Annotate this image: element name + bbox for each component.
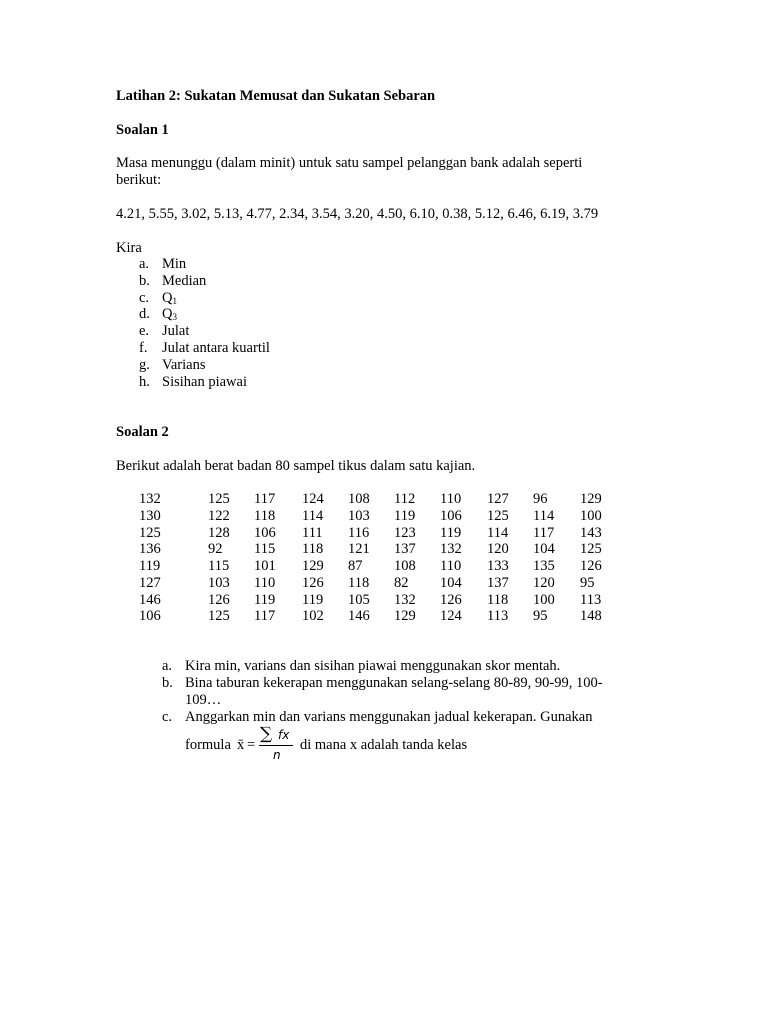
formula-prefix: formula (185, 737, 231, 753)
table-cell: 126 (302, 574, 324, 591)
table-cell: 126 (440, 591, 462, 608)
table-cell: 122 (208, 507, 230, 524)
table-cell: 120 (533, 574, 555, 591)
table-cell: 146 (348, 608, 370, 625)
table-cell: 119 (139, 558, 161, 574)
table-cell: 117 (254, 608, 276, 625)
table-cell: 82 (394, 574, 409, 591)
table-cell: 114 (487, 524, 509, 541)
table-cell: 124 (440, 608, 462, 625)
table-cell: 92 (208, 541, 223, 558)
table-cell: 111 (302, 524, 323, 541)
table-cell: 125 (139, 524, 161, 541)
table-cell: 125 (208, 608, 230, 625)
table-cell: 113 (580, 591, 602, 608)
table-cell: 123 (394, 524, 416, 541)
table-cell: 106 (139, 608, 161, 625)
table-cell: 116 (348, 524, 370, 541)
table-cell: 126 (208, 591, 230, 608)
table-cell: 115 (254, 541, 276, 558)
table-cell: 119 (302, 591, 324, 608)
table-cell: 117 (533, 524, 555, 541)
soalan-1-intro-line-1: Masa menunggu (dalam minit) untuk satu sampel pelanggan bank adalah seperti (116, 155, 583, 171)
table-cell: 129 (302, 558, 324, 574)
table-cell: 125 (580, 541, 602, 558)
table-cell: 124 (302, 491, 324, 507)
table-cell: 119 (440, 524, 462, 541)
mean-formula (237, 724, 297, 767)
soalan-1-kira: Kira (116, 240, 142, 256)
table-cell: 120 (487, 541, 509, 558)
table-cell: 132 (139, 491, 161, 507)
table-cell: 115 (208, 558, 230, 574)
table-cell: 101 (254, 558, 276, 574)
table-cell: 114 (302, 507, 324, 524)
table-cell: 113 (487, 608, 509, 625)
table-cell: 103 (208, 574, 230, 591)
table-cell: 132 (394, 591, 416, 608)
table-cell: 125 (487, 507, 509, 524)
table-cell: 133 (487, 558, 509, 574)
table-cell: 129 (394, 608, 416, 625)
formula-numerator: fx (278, 728, 290, 742)
document-title: Latihan 2: Sukatan Memusat dan Sukatan Sebaran (116, 88, 436, 104)
table-cell: 130 (139, 507, 161, 524)
table-cell: 127 (487, 491, 509, 507)
formula-suffix: di mana x adalah tanda kelas (300, 737, 468, 753)
table-cell: 100 (580, 507, 602, 524)
table-cell: 114 (533, 507, 555, 524)
table-cell: 143 (580, 524, 602, 541)
table-cell: 135 (533, 558, 555, 574)
soalan-2-heading: Soalan 2 (116, 424, 169, 440)
table-cell: 118 (254, 507, 276, 524)
table-cell: 121 (348, 541, 370, 558)
table-cell: 136 (139, 541, 161, 558)
table-cell: 110 (440, 558, 462, 574)
table-cell: 106 (440, 507, 462, 524)
table-cell: 127 (139, 574, 161, 591)
soalan-1-intro-line-2: berikut: (116, 172, 162, 188)
x-bar-symbol: x̄ (237, 737, 245, 753)
sigma-symbol: ∑ (260, 724, 273, 744)
table-cell: 119 (394, 507, 416, 524)
table-cell: 126 (580, 558, 602, 574)
table-cell: 102 (302, 608, 324, 625)
table-cell: 137 (487, 574, 509, 591)
table-cell: 110 (440, 491, 462, 507)
table-cell: 95 (580, 574, 595, 591)
soalan-2-intro: Berikut adalah berat badan 80 sampel tikus dalam satu kajian. (116, 458, 476, 474)
table-cell: 108 (348, 491, 370, 507)
equals-symbol: = (247, 737, 256, 753)
document-page: Latihan 2: Sukatan Memusat dan Sukatan Sebaran Soalan 1 Masa menunggu (dalam minit) untuk satu sampel pelanggan bank adalah seperti berikut: 4.21, 5.55, 3.02, 5.13, 4.77, 2.34, 3.54, 3.20, 4.50, 6.10, 0.38, 5.12, 6.46, 6.19, 3.79 Kira a. Min b. Median c. $Q_1$ d. $Q_3$ e. Julat f. Julat antara kuartil g. Varians h. Sisihan piawai Soalan 2 Berikut adalah berat badan 80 sampel tikus dalam satu kajian. 132 125 117 124 108 112 110 127 96 129 130 122 118 114 103 119 106 125 114 100 125 128 106 111 116 123 119 114 117 143 136 92 115 118 121 137 132 120 104 125 119 115 101 129 87 108 110 133 135 126 127 103 110 126 118 82 104 137 120 95 146 126 119 119 105 132 126 118 100 113 106 125 117 102 146 129 124 113 95 148 a. Kira min, varians dan sisihan piawai menggunakan skor mentah. b. Bina taburan kekerapan menggunakan selang-selang 80-89, 90-99, 100- 109… c. Anggarkan min dan varians menggunakan jadual kekerapan. Gunakan formula x̄ = ∑ fx n di mana x adalah tanda kelas (0, 0, 768, 1024)
table-cell: 148 (580, 608, 602, 625)
table-cell: 106 (254, 524, 276, 541)
table-cell: 95 (533, 608, 548, 625)
table-cell: 118 (487, 591, 509, 608)
table-cell: 137 (394, 541, 416, 558)
table-cell: 108 (394, 558, 416, 574)
table-cell: 100 (533, 591, 555, 608)
fraction-bar (259, 745, 293, 746)
table-cell: 104 (533, 541, 555, 558)
table-cell: 87 (348, 558, 363, 574)
table-cell: 129 (580, 491, 602, 507)
table-cell: 128 (208, 524, 230, 541)
table-cell: 103 (348, 507, 370, 524)
table-cell: 132 (440, 541, 462, 558)
table-cell: 112 (394, 491, 416, 507)
formula-denominator: n (273, 748, 281, 762)
table-cell: 125 (208, 491, 230, 507)
soalan-1-data: 4.21, 5.55, 3.02, 5.13, 4.77, 2.34, 3.54, 3.20, 4.50, 6.10, 0.38, 5.12, 6.46, 6.19, 3.79 (116, 206, 599, 222)
table-cell: 105 (348, 591, 370, 608)
table-cell: 110 (254, 574, 276, 591)
table-cell: 118 (302, 541, 324, 558)
table-cell: 146 (139, 591, 161, 608)
soalan-1-heading: Soalan 1 (116, 122, 169, 138)
table-cell: 117 (254, 491, 276, 507)
table-cell: 118 (348, 574, 370, 591)
table-cell: 96 (533, 491, 548, 507)
table-cell: 119 (254, 591, 276, 608)
table-cell: 104 (440, 574, 462, 591)
